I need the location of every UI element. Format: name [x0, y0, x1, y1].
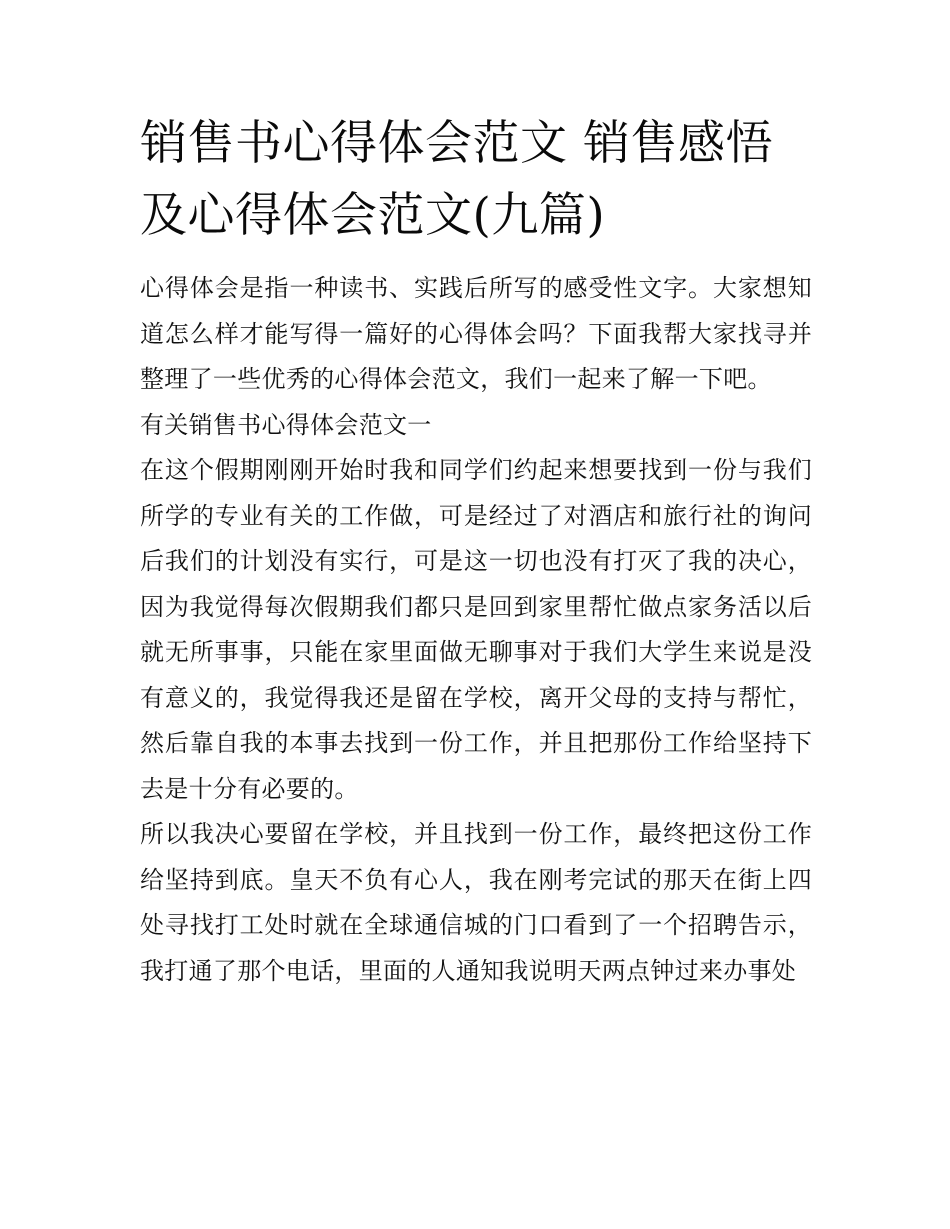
document-title: 销售书心得体会范文 销售感悟及心得体会范文(九篇): [140, 116, 773, 243]
document-body: [140, 266, 812, 994]
body-paragraph: 在这个假期刚刚开始时我和同学们约起来想要找到一份与我们所学的专业有关的工作做，可是经过了对酒店和旅行社的询问后我们的计划没有实行，可是这一切也没有打灭了我的决心，因为我觉得每次假期我们都只是回到家里帮忙做点家务活以后就无所事事，只能在家里面做无聊事对于我们大学生来说是没有意义的，我觉得我还是留在学校，离开父母的支持与帮忙，然后靠自我的本事去找到一份工作，并且把那份工作给坚持下去是十分有必要的。: [140, 456, 812, 803]
section-heading: 有关销售书心得体会范文一: [140, 410, 432, 439]
body-paragraph: 所以我决心要留在学校，并且找到一份工作，最终把这份工作给坚持到底。皇天不负有心人，我在刚考完试的那天在街上四处寻找打工处时就在全球通信城的门口看到了一个招聘告示，我打通了那个电话，里面的人通知我说明天两点钟过来办事处: [140, 820, 812, 985]
intro-paragraph: 心得体会是指一种读书、实践后所写的感受性文字。大家想知道怎么样才能写得一篇好的心得体会吗？下面我帮大家找寻并整理了一些优秀的心得体会范文，我们一起来了解一下吧。: [140, 274, 812, 393]
